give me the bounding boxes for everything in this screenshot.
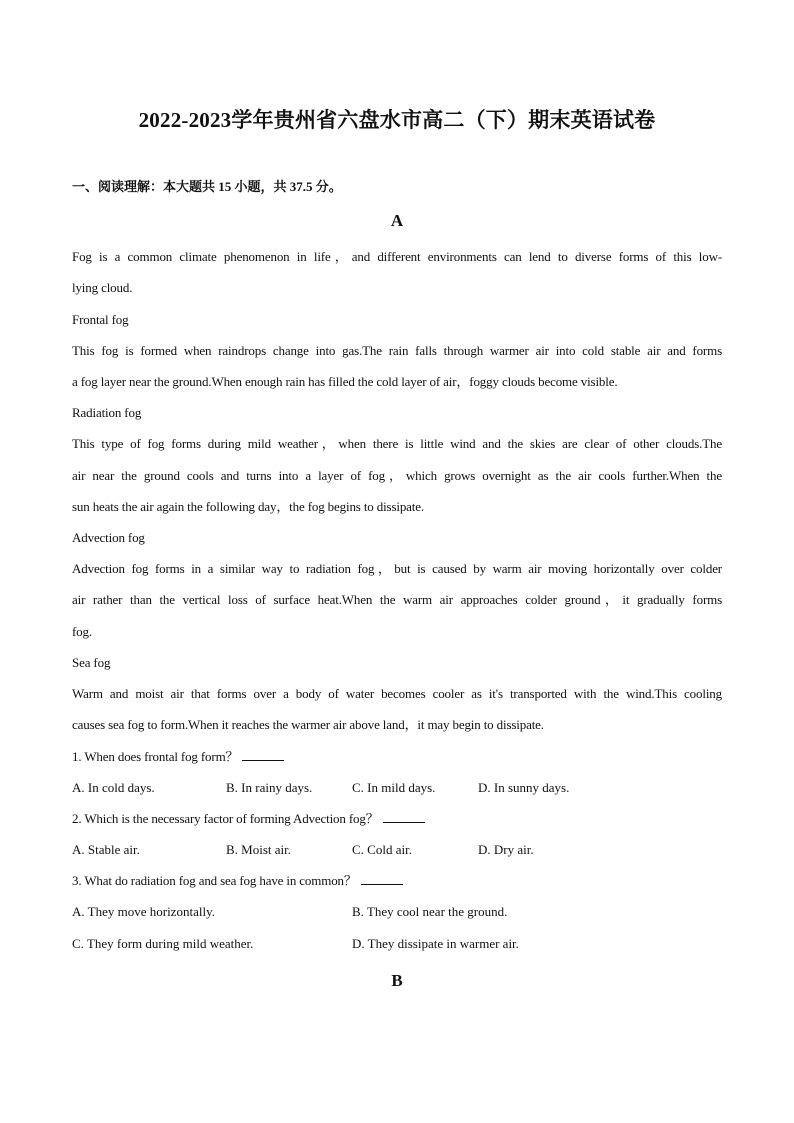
question-3-option-d: D. They dissipate in warmer air. — [352, 936, 519, 951]
question-2-option-d: D. Dry air. — [478, 842, 534, 857]
advection-fog-heading: Advection fog — [72, 530, 145, 545]
question-3-option-c: C. They form during mild weather. — [72, 936, 254, 951]
advection-fog-line-2: air rather than the vertical loss of surface heat.When the warm air approaches colder ground，it gradually forms — [72, 592, 722, 607]
intro-line-1: Fog is a common climate phenomenon in life，and different environments can lend to diverse forms of this low- — [72, 249, 722, 264]
question-3 — [72, 872, 722, 890]
sea-fog-heading: Sea fog — [72, 655, 111, 670]
radiation-fog-line-2: air near the ground cools and turns into a layer of fog，which grows overnight as the air cools further.When the — [72, 468, 722, 483]
part-a-label: A — [390, 211, 404, 230]
sea-fog-line-2: causes sea fog to form.When it reaches the warmer air above land，it may begin to dissipate. — [72, 717, 544, 732]
answer-blank — [242, 748, 284, 761]
question-2-option-a: A. Stable air. — [72, 842, 140, 857]
question-3-stem: 3. What do radiation fog and sea fog have in common？ — [72, 873, 357, 888]
question-1-stem: 1. When does frontal fog form？ — [72, 749, 239, 764]
page-title: 2022-2023学年贵州省六盘水市高二（下）期末英语试卷 — [138, 108, 656, 132]
question-1 — [72, 748, 722, 766]
question-1-option-d: D. In sunny days. — [478, 780, 570, 795]
answer-blank — [383, 810, 425, 823]
question-2-option-b: B. Moist air. — [226, 842, 292, 857]
radiation-fog-heading: Radiation fog — [72, 405, 142, 420]
section-heading: 一、阅读理解：本大题共 15 小题，共 37.5 分。 — [72, 179, 342, 194]
answer-blank — [361, 872, 403, 885]
radiation-fog-line-1: This type of fog forms during mild weather，when there is little wind and the skies are clear of other clouds.The — [72, 436, 722, 451]
question-1-option-b: B. In rainy days. — [226, 780, 313, 795]
question-3-option-b: B. They cool near the ground. — [352, 904, 508, 919]
question-2-option-c: C. Cold air. — [352, 842, 412, 857]
radiation-fog-line-3: sun heats the air again the following day，the fog begins to dissipate. — [72, 499, 424, 514]
frontal-fog-line-2: a fog layer near the ground.When enough rain has filled the cold layer of air，foggy clouds become visible. — [72, 374, 618, 389]
sea-fog-line-1: Warm and moist air that forms over a body of water becomes cooler as it's transported with the wind.This cooling — [72, 686, 722, 701]
frontal-fog-heading: Frontal fog — [72, 312, 129, 327]
part-b-label: B — [391, 971, 403, 990]
question-2 — [72, 810, 722, 828]
advection-fog-line-3: fog. — [72, 624, 92, 639]
question-1-option-c: C. In mild days. — [352, 780, 436, 795]
intro-line-2: lying cloud. — [72, 280, 133, 295]
frontal-fog-line-1: This fog is formed when raindrops change into gas.The rain falls through warmer air into cold stable air and forms — [72, 343, 722, 358]
question-1-option-a: A. In cold days. — [72, 780, 155, 795]
question-3-option-a: A. They move horizontally. — [72, 904, 215, 919]
advection-fog-line-1: Advection fog forms in a similar way to radiation fog，but is caused by warm air moving horizontally over colder — [72, 561, 722, 576]
question-2-stem: 2. Which is the necessary factor of forming Advection fog？ — [72, 811, 379, 826]
